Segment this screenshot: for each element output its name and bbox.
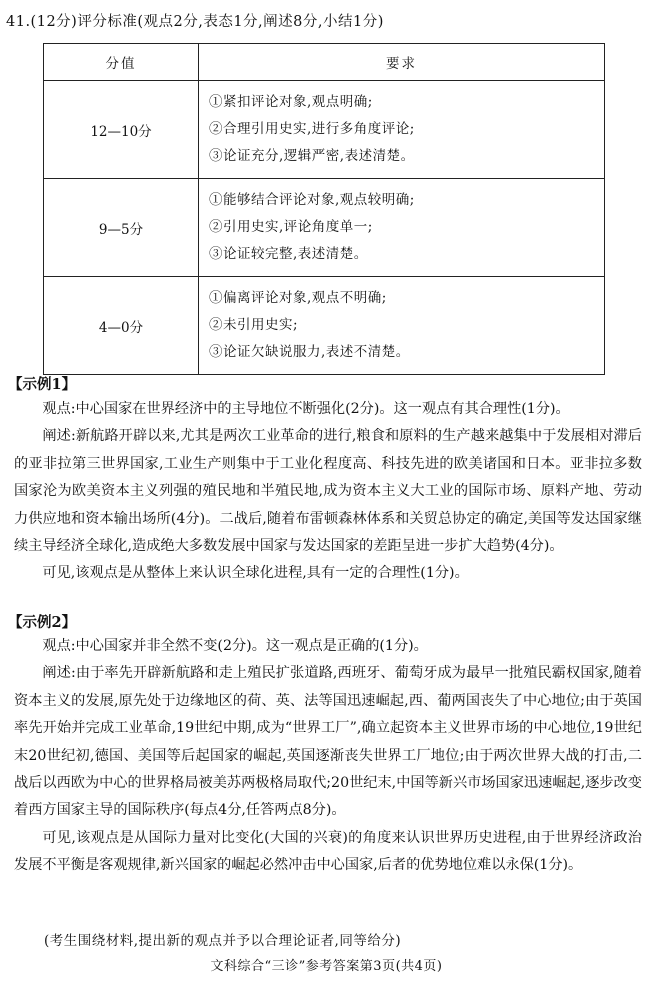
page-footer: 文科综合“三诊”参考答案第3页(共4页) xyxy=(210,959,443,974)
example-2-title: 【示例2】 xyxy=(8,614,77,631)
grading-note: (考生围绕材料,提出新的观点并予以合理论证者,同等给分) xyxy=(44,933,402,949)
header-score: 分值 xyxy=(44,44,199,81)
requirement-item: ③论证欠缺说服力,表述不清楚。 xyxy=(209,344,410,360)
score-range: 12—10分 xyxy=(44,81,199,179)
score-range: 4—0分 xyxy=(44,277,199,375)
requirement-item: ②合理引用史实,进行多角度评论; xyxy=(209,121,415,137)
example-2-viewpoint: 观点:中心国家并非全然不变(2分)。这一观点是正确的(1分)。 xyxy=(42,638,428,654)
example-1-argument: 阐述:新航路开辟以来,尤其是两次工业革命的进行,粮食和原料的生产越来越集中于发展相对滞后的亚非拉第三世界国家,工业生产则集中于工业化程度高、科技先进的欧美诸国和日本。亚非拉多数国家沦为欧美资本主义列强的殖民地和半殖民地,成为资本主义大工业的国际市场、原料产地、劳动力供应地和资本输出场所(4分)。二战后,随着布雷顿森林体系和关贸总协定的确定,美国等发达国家继续主导经济全球化,造成绝大多数发展中国家与发达国家的差距呈进一步扩大趋势(4分)。 xyxy=(14,428,642,555)
requirement-item: ③论证较完整,表述清楚。 xyxy=(209,246,368,262)
requirement-item: ①能够结合评论对象,观点较明确; xyxy=(209,192,415,208)
table-row xyxy=(44,179,605,277)
requirement-item: ①紧扣评论对象,观点明确; xyxy=(209,94,373,110)
scoring-table xyxy=(43,43,605,375)
requirement-item: ②未引用史实; xyxy=(209,317,299,333)
example-1-viewpoint: 观点:中心国家在世界经济中的主导地位不断强化(2分)。这一观点有其合理性(1分)。 xyxy=(42,401,570,417)
table-row xyxy=(44,81,605,179)
requirement-item: ③论证充分,逻辑严密,表述清楚。 xyxy=(209,148,415,164)
example-2-body xyxy=(14,633,642,880)
requirements-cell xyxy=(199,81,605,179)
example-1-body xyxy=(14,396,642,588)
score-range: 9—5分 xyxy=(44,179,199,277)
table-row xyxy=(44,277,605,375)
requirement-item: ①偏离评论对象,观点不明确; xyxy=(209,290,387,306)
example-2-conclusion: 可见,该观点是从国际力量对比变化(大国的兴衰)的角度来认识世界历史进程,由于世界经济政治发展不平衡是客观规律,新兴国家的崛起必然冲击中心国家,后者的优势地位难以永保(1分)。 xyxy=(14,829,642,874)
requirements-cell xyxy=(199,179,605,277)
requirement-item: ②引用史实,评论角度单一; xyxy=(209,219,373,235)
requirements-cell xyxy=(199,277,605,375)
example-1-conclusion: 可见,该观点是从整体上来认识全球化进程,具有一定的合理性(1分)。 xyxy=(42,565,469,582)
example-2-argument: 阐述:由于率先开辟新航路和走上殖民扩张道路,西班牙、葡萄牙成为最早一批殖民霸权国家,随着资本主义的发展,原先处于边缘地区的荷、英、法等国迅速崛起,西、葡两国丧失了中心地位;由于英国率先开始并完成工业革命,19世纪中期,成为“世界工厂”,确立起资本主义世界市场的中心地位,19世纪末20世纪初,德国、美国等后起国家的崛起,英国逐渐丧失世界工厂地位;由于两次世界大战的打击,二战后以西欧为中心的世界格局被美苏两极格局取代;20世纪末,中国等新兴市场国家迅速崛起,逐步改变着西方国家主导的国际秩序(每点4分,任答两点8分)。 xyxy=(14,665,642,819)
example-1-title: 【示例1】 xyxy=(8,376,77,393)
header-requirements: 要求 xyxy=(199,44,605,81)
table-header-row xyxy=(44,44,605,81)
question-heading: 41.(12分)评分标准(观点2分,表态1分,阐述8分,小结1分) xyxy=(6,14,384,30)
